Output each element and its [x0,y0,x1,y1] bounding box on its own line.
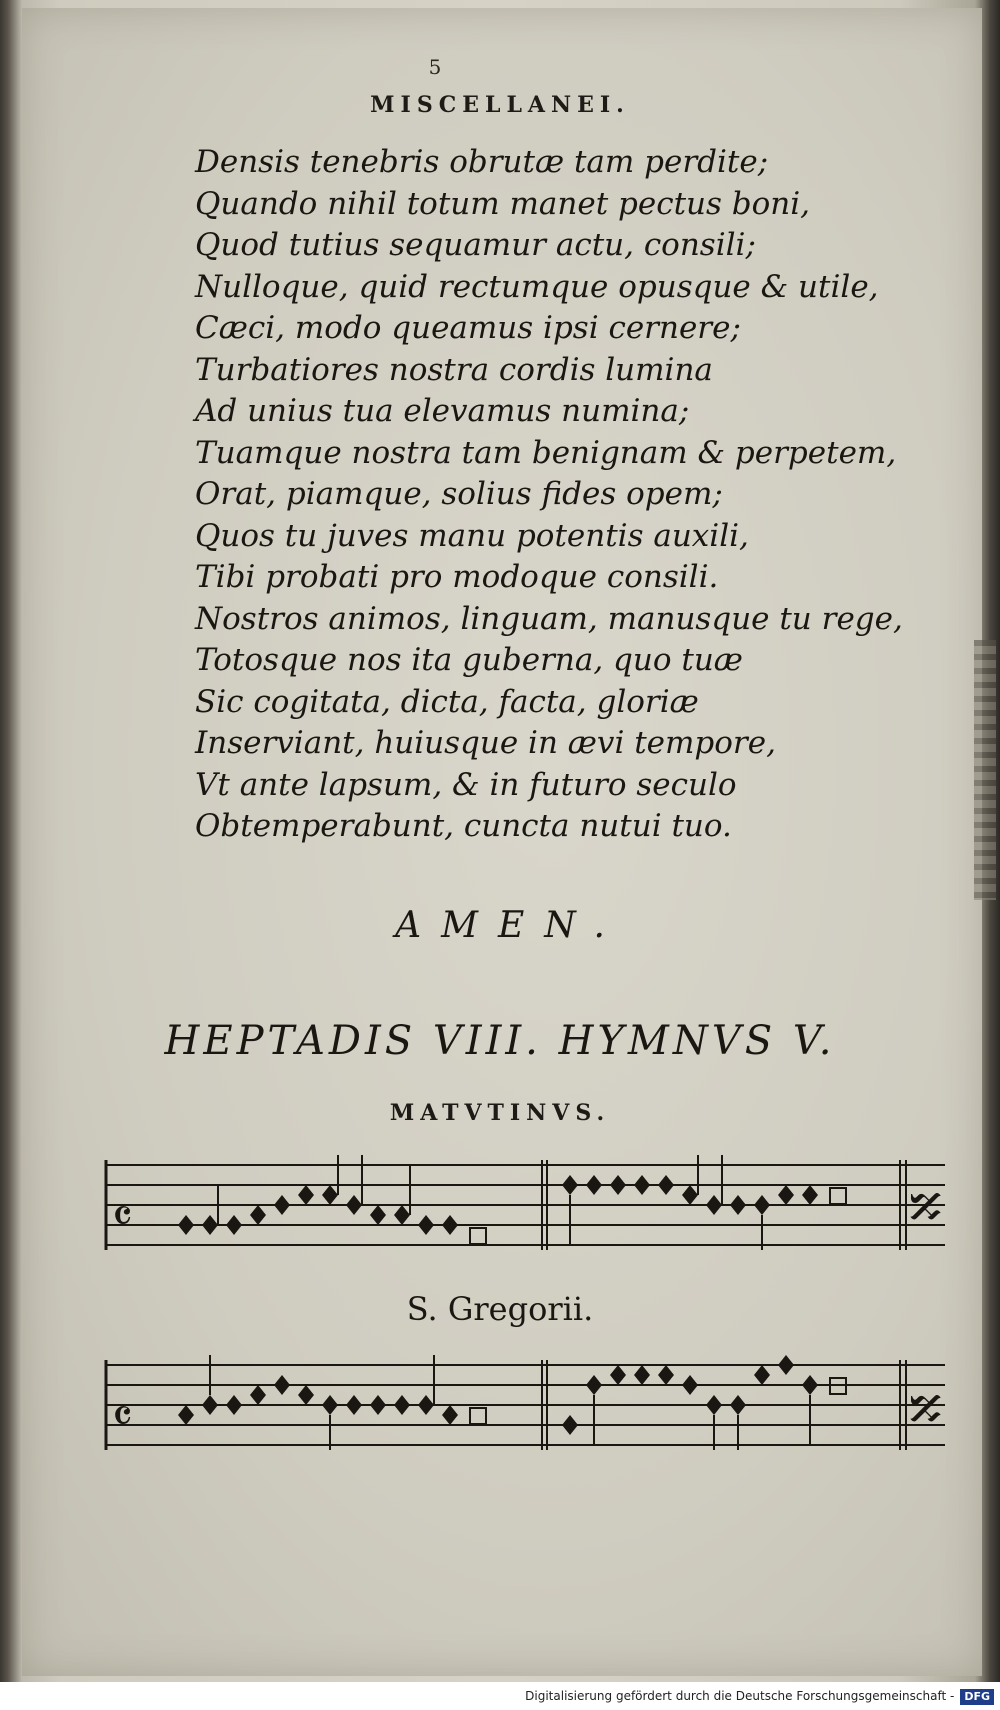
music-notes-2 [178,1355,846,1450]
poem-line: Inserviant, huiusque in ævi tempore, [195,725,776,761]
poem-line: Quos tu juves manu potentis auxili, [195,517,749,554]
signature-mark: 5 [428,55,442,79]
poem-line: Ad unius tua elevamus numina; [195,393,690,429]
poem-line: Turbatiores nostra cordis lumina [195,351,713,388]
footer-text: Digitalisierung gefördert durch die Deutsche Forschungsgemeinschaft - [525,1689,955,1703]
hymn-subtitle: MATVTINVS. [389,1100,611,1126]
svg-text:ℵ: ℵ [901,1393,947,1423]
music-staff-1 [100,1150,950,1280]
poem-line: Obtemperabunt, cuncta nutui tuo. [195,808,732,844]
poem-line: Nulloque, quid rectumque opusque & utile, [195,268,879,305]
poem-line: Densis tenebris obrutæ tam perdite; [195,144,769,180]
poem-line: Vt ante lapsum, & in futuro seculo [195,766,737,803]
poem-line: Cæci, modo queamus ipsi cernere; [195,310,741,346]
music-staff-2 [100,1350,950,1480]
dfg-logo: DFG [960,1689,994,1705]
music-notes-1 [178,1155,846,1250]
poem-line: Quod tutius sequamur actu, consili; [195,227,756,263]
poem-line: Nostros animos, linguam, manusque tu rege, [195,600,903,637]
hymn-title: HEPTADIS VIII. HYMNVS V. [164,1018,836,1064]
facing-page-edge [974,640,996,900]
attribution: S. Gregorii. [406,1290,594,1328]
poem-text [195,142,955,848]
amen: AMEN. [395,905,625,946]
poem-line: Quando nihil totum manet pectus boni, [195,185,810,222]
poem-line: Sic cogitata, dicta, facta, gloriæ [195,683,699,720]
footer [0,1682,1000,1710]
svg-text:𝄴: 𝄴 [112,1389,133,1443]
svg-text:ℵ: ℵ [901,1191,947,1221]
poem-line: Orat, piamque, solius fides opem; [195,476,723,512]
poem-line: Totosque nos ita guberna, quo tuæ [195,642,743,678]
running-head: MISCELLANEI. [370,92,630,118]
svg-text:𝄴: 𝄴 [112,1189,133,1243]
poem-line: Tibi probati pro modoque consili. [195,559,719,595]
poem-line: Tuamque nostra tam benignam & perpetem, [195,434,897,471]
